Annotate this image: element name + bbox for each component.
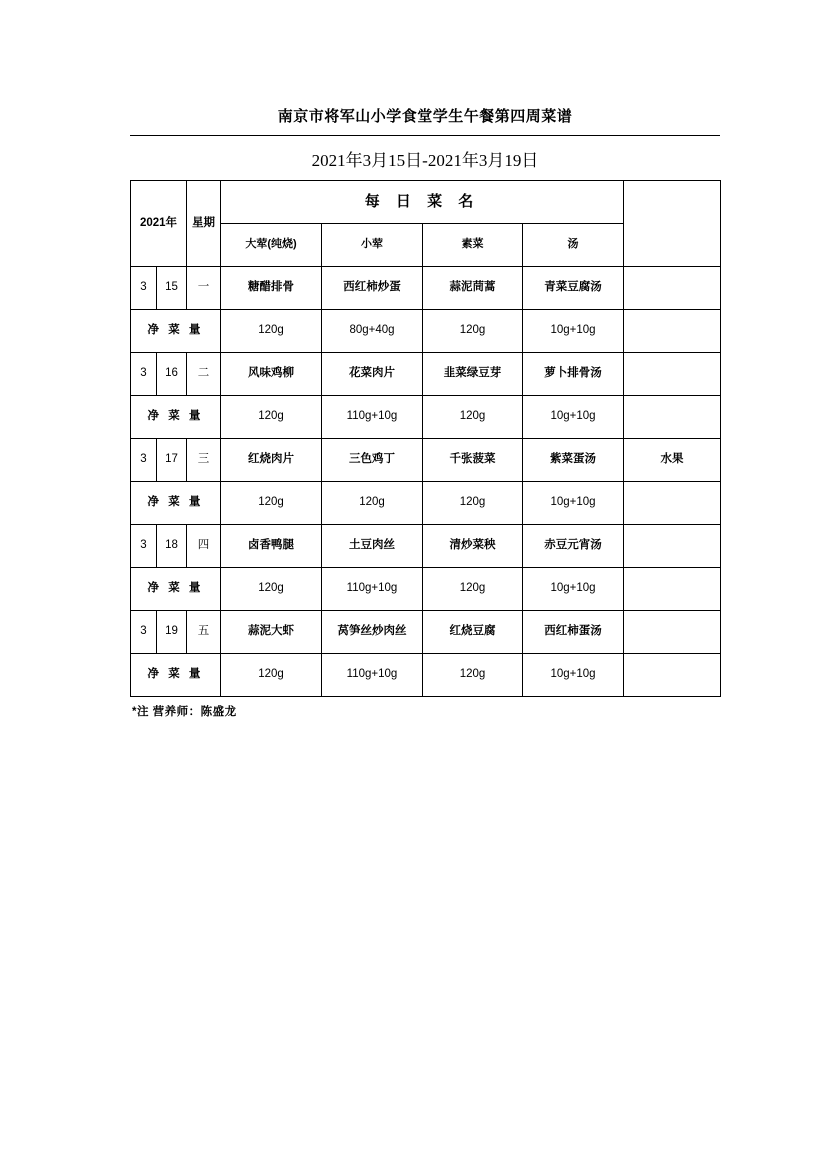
menu-table (130, 180, 721, 697)
cell-qty-vegetable: 120g (423, 310, 523, 353)
cell-day: 17 (157, 439, 187, 482)
cell-qty-extra (624, 568, 721, 611)
cell-weekday: 三 (187, 439, 221, 482)
cell-dish-soup: 青菜豆腐汤 (523, 267, 624, 310)
cell-qty-soup: 10g+10g (523, 568, 624, 611)
cell-qty-extra (624, 310, 721, 353)
cell-month: 3 (131, 353, 157, 396)
cell-qty-small-meat: 110g+10g (322, 654, 423, 697)
cell-qty-vegetable: 120g (423, 568, 523, 611)
cell-net-label: 净 菜 量 (131, 396, 221, 439)
table-row (131, 267, 721, 310)
cell-qty-extra (624, 654, 721, 697)
cell-qty-extra (624, 482, 721, 525)
cell-month: 3 (131, 267, 157, 310)
cell-dish-main-meat: 蒜泥大虾 (221, 611, 322, 654)
cell-dish-small-meat: 莴笋丝炒肉丝 (322, 611, 423, 654)
table-row (131, 353, 721, 396)
header-col-small-meat: 小荤 (322, 224, 423, 267)
cell-dish-main-meat: 卤香鸭腿 (221, 525, 322, 568)
cell-month: 3 (131, 439, 157, 482)
page-title: 南京市将军山小学食堂学生午餐第四周菜谱 (277, 108, 573, 125)
table-row (131, 611, 721, 654)
cell-qty-small-meat: 110g+10g (322, 396, 423, 439)
cell-day: 19 (157, 611, 187, 654)
cell-qty-soup: 10g+10g (523, 654, 624, 697)
table-row-net (131, 654, 721, 697)
table-row-net (131, 310, 721, 353)
header-col-vegetable: 素菜 (423, 224, 523, 267)
cell-qty-main-meat: 120g (221, 482, 322, 525)
cell-qty-soup: 10g+10g (523, 482, 624, 525)
cell-dish-soup: 紫菜蛋汤 (523, 439, 624, 482)
cell-qty-main-meat: 120g (221, 396, 322, 439)
table-row (131, 525, 721, 568)
cell-dish-main-meat: 红烧肉片 (221, 439, 322, 482)
cell-dish-vegetable: 清炒菜秧 (423, 525, 523, 568)
cell-day: 16 (157, 353, 187, 396)
table-row-net (131, 396, 721, 439)
cell-dish-main-meat: 风味鸡柳 (221, 353, 322, 396)
cell-day: 15 (157, 267, 187, 310)
cell-qty-vegetable: 120g (423, 654, 523, 697)
cell-extra (624, 525, 721, 568)
cell-qty-small-meat: 120g (322, 482, 423, 525)
cell-dish-small-meat: 西红柿炒蛋 (322, 267, 423, 310)
date-range: 2021年3月15日-2021年3月19日 (311, 150, 539, 170)
nutritionist-note: *注 营养师：陈盛龙 (132, 706, 237, 718)
cell-dish-vegetable: 韭菜绿豆芽 (423, 353, 523, 396)
cell-dish-soup: 萝卜排骨汤 (523, 353, 624, 396)
menu-sheet (130, 96, 720, 719)
cell-weekday: 五 (187, 611, 221, 654)
table-row-net (131, 482, 721, 525)
cell-extra-fruit: 水果 (624, 439, 721, 482)
cell-qty-soup: 10g+10g (523, 396, 624, 439)
document-title-row (130, 96, 720, 136)
cell-dish-vegetable: 千张菠菜 (423, 439, 523, 482)
cell-day: 18 (157, 525, 187, 568)
cell-net-label: 净 菜 量 (131, 568, 221, 611)
cell-extra (624, 353, 721, 396)
table-row (131, 439, 721, 482)
cell-dish-vegetable: 红烧豆腐 (423, 611, 523, 654)
cell-qty-main-meat: 120g (221, 654, 322, 697)
header-weekday-cell: 星期 (187, 181, 221, 267)
header-col-soup: 汤 (523, 224, 624, 267)
cell-weekday: 四 (187, 525, 221, 568)
cell-dish-small-meat: 花菜肉片 (322, 353, 423, 396)
cell-weekday: 二 (187, 353, 221, 396)
cell-extra (624, 611, 721, 654)
table-row-net (131, 568, 721, 611)
header-year-cell: 2021年 (131, 181, 187, 267)
cell-net-label: 净 菜 量 (131, 310, 221, 353)
cell-qty-extra (624, 396, 721, 439)
cell-dish-soup: 赤豆元宵汤 (523, 525, 624, 568)
cell-net-label: 净 菜 量 (131, 482, 221, 525)
cell-qty-small-meat: 110g+10g (322, 568, 423, 611)
cell-qty-small-meat: 80g+40g (322, 310, 423, 353)
cell-dish-main-meat: 糖醋排骨 (221, 267, 322, 310)
cell-net-label: 净 菜 量 (131, 654, 221, 697)
cell-month: 3 (131, 611, 157, 654)
cell-qty-soup: 10g+10g (523, 310, 624, 353)
cell-dish-vegetable: 蒜泥茼蒿 (423, 267, 523, 310)
header-col-main-meat: 大荤(纯烧) (221, 224, 322, 267)
cell-dish-soup: 西红柿蛋汤 (523, 611, 624, 654)
header-daily-menu-cell: 每 日 菜 名 (221, 181, 624, 224)
cell-qty-main-meat: 120g (221, 568, 322, 611)
cell-extra (624, 267, 721, 310)
cell-qty-vegetable: 120g (423, 396, 523, 439)
cell-dish-small-meat: 土豆肉丝 (322, 525, 423, 568)
cell-qty-main-meat: 120g (221, 310, 322, 353)
cell-dish-small-meat: 三色鸡丁 (322, 439, 423, 482)
cell-month: 3 (131, 525, 157, 568)
cell-weekday: 一 (187, 267, 221, 310)
document-daterange-row (130, 136, 720, 180)
table-header-row-top (131, 181, 721, 224)
header-extra-cell (624, 181, 721, 267)
cell-qty-vegetable: 120g (423, 482, 523, 525)
